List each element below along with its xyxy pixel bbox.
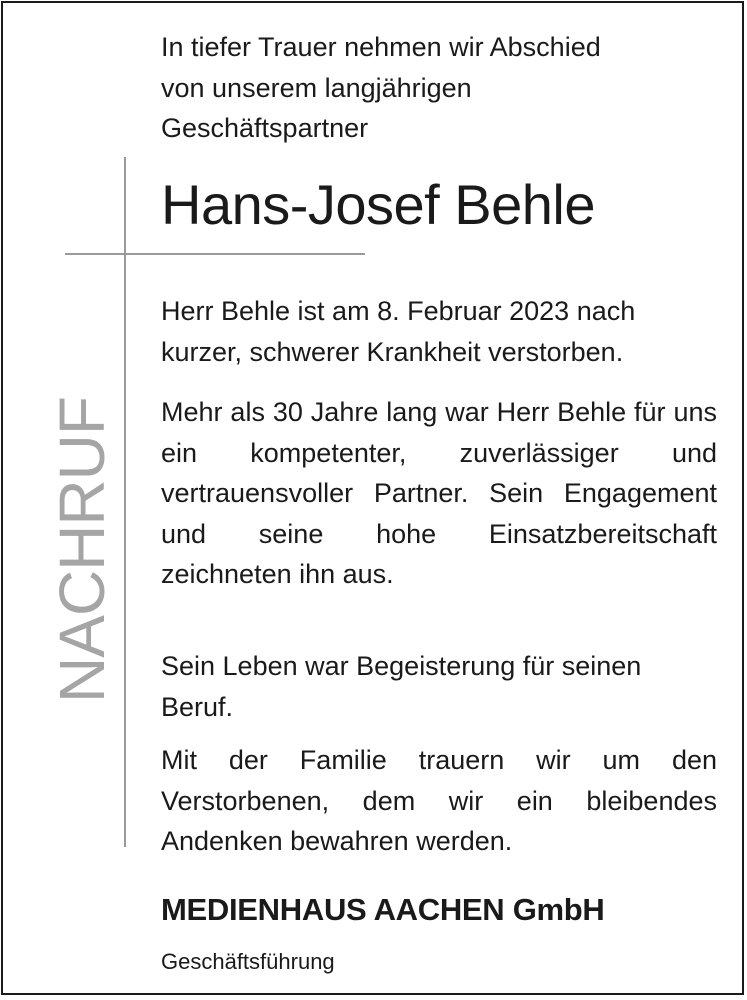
life-paragraph: Sein Leben war Begeisterung für seinen Beruf. (161, 651, 642, 722)
department-name: Geschäftsführung (161, 949, 335, 974)
intro-line: In tiefer Trauer nehmen wir Abschied (161, 32, 601, 62)
side-label-nachruf: NACHRUF (46, 397, 118, 703)
intro-line: von unserem langjährigen (161, 72, 472, 103)
intro-text (161, 27, 717, 149)
partnership-paragraph: Mehr als 30 Jahre lang war Herr Behle für uns ein kompetenter, zuverlässiger und vertrauensvoller Partner. Sein Engagement und seine hohe Einsatzbereitschaft zeichneten ihn aus. (161, 397, 717, 589)
deceased-name: Hans-Josef Behle (161, 173, 596, 236)
cross-horizontal-bar (65, 253, 365, 255)
cross-vertical-bar (124, 157, 126, 847)
death-paragraph: Herr Behle ist am 8. Februar 2023 nach kurzer, schwerer Krankheit verstorben. (161, 296, 636, 367)
mourning-paragraph: Mit der Familie trauern wir um den Verstorbenen, dem wir ein bleibendes Andenken bewahren werden. (161, 745, 717, 856)
company-name: MEDIENHAUS AACHEN GmbH (161, 892, 605, 927)
intro-line: Geschäftspartner (161, 113, 369, 143)
